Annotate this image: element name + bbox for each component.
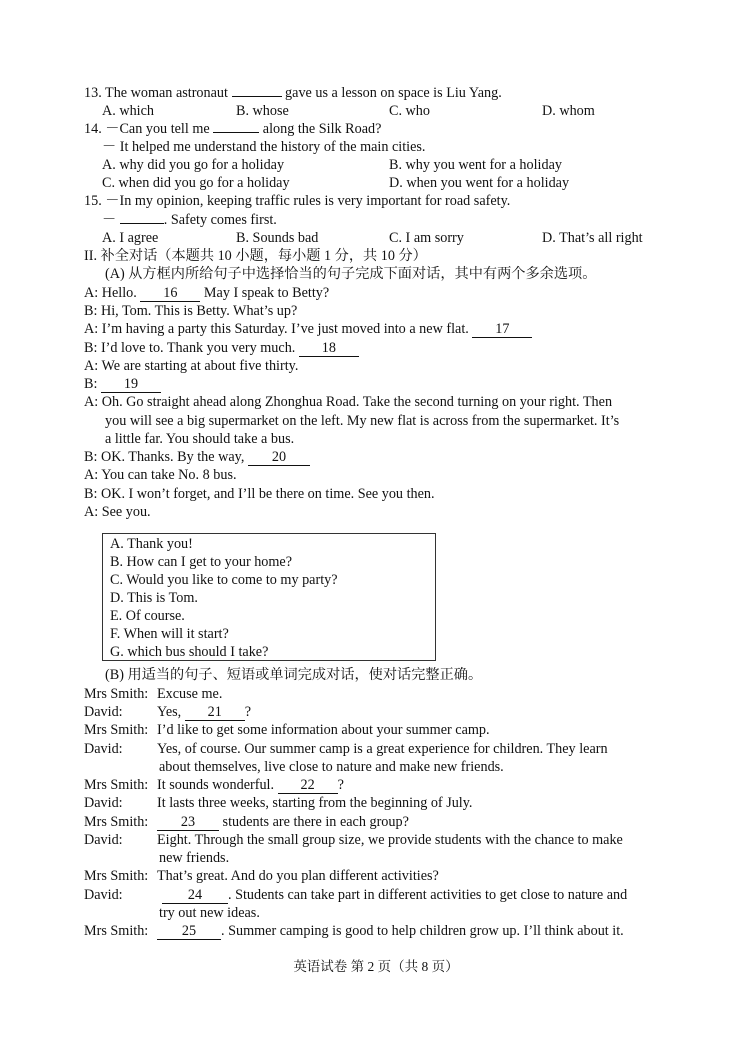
- answer-blank-23[interactable]: 23: [157, 815, 219, 831]
- dialog-b-line-3: [84, 721, 490, 739]
- answer-blank-20[interactable]: 20: [248, 450, 310, 466]
- dialog-b-line-5: [84, 776, 344, 794]
- part-a-instruction: (A) 从方框内所给句子中选择恰当的句子完成下面对话，其中有两个多余选项。: [105, 266, 597, 282]
- answer-blank-18[interactable]: 18: [299, 341, 359, 357]
- dialog-text: Excuse me.: [157, 686, 223, 702]
- q14-option-d: D. when you went for a holiday: [389, 175, 570, 191]
- dialog-a-long-line-3: a little far. You should take a bus.: [105, 431, 295, 447]
- part-b-instruction: (B) 用适当的句子、短语或单词完成对话，使对话完整正确。: [105, 667, 483, 683]
- q15-option-c: C. I am sorry: [389, 230, 464, 246]
- dialog-text: May I speak to Betty?: [203, 285, 330, 301]
- dialog-text: B:: [84, 376, 101, 392]
- q13-option-a: A. which: [102, 103, 155, 119]
- answer-blank-16[interactable]: 16: [140, 286, 200, 302]
- q15-option-a: A. I agree: [102, 230, 159, 246]
- speaker-label: David:: [84, 704, 123, 720]
- box-option-e: E. Of course.: [110, 608, 185, 624]
- speaker-label: Mrs Smith:: [84, 722, 149, 738]
- question-13-stem: [84, 84, 502, 102]
- q14-option-c: C. when did you go for a holiday: [102, 175, 290, 191]
- question-15-stem: 15. －In my opinion, keeping traffic rules is very important for road safety.: [84, 193, 511, 209]
- dialog-text: Yes, of course. Our summer camp is a great experience for children. They learn: [157, 741, 608, 757]
- dialog-b-line-8-cont: new friends.: [159, 850, 230, 866]
- dialog-a-line-7: [84, 448, 310, 466]
- answer-blank-14[interactable]: [213, 132, 259, 133]
- dialog-a-line-2: B: Hi, Tom. This is Betty. What’s up?: [84, 303, 298, 319]
- dialog-text: Yes,: [157, 704, 185, 720]
- question-14-reply: － It helped me understand the history of the main cities.: [102, 139, 426, 155]
- dialog-b-line-8: [84, 831, 623, 849]
- dialog-a-line-9: B: OK. I won’t forget, and I’ll be there on time. See you then.: [84, 486, 435, 502]
- dialog-text: It lasts three weeks, starting from the beginning of July.: [157, 795, 473, 811]
- dialog-b-line-6: [84, 794, 472, 812]
- options-box: [102, 533, 436, 661]
- dialog-b-line-4-cont: about themselves, live close to nature and make new friends.: [159, 759, 504, 775]
- dialog-a-long-line-1: A: Oh. Go straight ahead along Zhonghua Road. Take the second turning on your right. Then: [84, 394, 613, 410]
- dialog-text: ?: [244, 704, 252, 720]
- dialog-b-line-4: [84, 740, 608, 758]
- dialog-a-line-3: [84, 320, 532, 338]
- dialog-text: A: Hello.: [84, 285, 141, 301]
- dialog-text: It sounds wonderful.: [157, 777, 278, 793]
- dialog-a-line-4: [84, 339, 359, 357]
- dialog-b-line-2: [84, 703, 251, 721]
- q14-option-a: A. why did you go for a holiday: [102, 157, 285, 173]
- box-option-f: F. When will it start?: [110, 626, 229, 642]
- dialog-a-line-8: A: You can take No. 8 bus.: [84, 467, 237, 483]
- dialog-text: students are there in each group?: [219, 814, 409, 830]
- question-14-text-post: along the Silk Road?: [262, 121, 382, 137]
- question-15-reply-text: . Safety comes first.: [163, 212, 277, 228]
- answer-blank-17[interactable]: 17: [472, 322, 532, 338]
- dialog-text: . Students can take part in different activities to get close to nature and: [228, 887, 628, 903]
- dialog-text: I’d like to get some information about your summer camp.: [157, 722, 490, 738]
- speaker-label: Mrs Smith:: [84, 777, 149, 793]
- box-option-g: G. which bus should I take?: [110, 644, 269, 660]
- dialog-a-line-10: A: See you.: [84, 504, 151, 520]
- dialog-text: B: I’d love to. Thank you very much.: [84, 340, 299, 356]
- page-footer: 英语试卷 第 2 页（共 8 页）: [293, 959, 459, 974]
- q13-option-c: C. who: [389, 103, 430, 119]
- box-option-a: A. Thank you!: [110, 536, 193, 552]
- dialog-b-line-10-cont: try out new ideas.: [159, 905, 260, 921]
- answer-blank-25[interactable]: 25: [157, 924, 221, 940]
- dialog-text: ?: [337, 777, 344, 793]
- speaker-label: David:: [84, 741, 123, 757]
- speaker-label: David:: [84, 887, 123, 903]
- dialog-b-line-7: [84, 813, 409, 831]
- q13-option-d: D. whom: [542, 103, 595, 119]
- box-option-c: C. Would you like to come to my party?: [110, 572, 338, 588]
- dialog-b-line-9: [84, 867, 439, 885]
- speaker-label: Mrs Smith:: [84, 868, 149, 884]
- dialog-b-line-11: [84, 922, 624, 940]
- question-14-stem: [84, 120, 381, 138]
- q13-option-b: B. whose: [236, 103, 289, 119]
- dialog-text: . Summer camping is good to help children grow up. I’ll think about it.: [221, 923, 624, 939]
- question-13-text-post: gave us a lesson on space is Liu Yang.: [285, 85, 502, 101]
- answer-blank-22[interactable]: 22: [278, 778, 338, 794]
- speaker-label: David:: [84, 795, 123, 811]
- dialog-a-line-1: [84, 284, 329, 302]
- question-13-text-pre: 13. The woman astronaut: [84, 85, 228, 101]
- answer-blank-19[interactable]: 19: [101, 377, 161, 393]
- answer-blank-21[interactable]: 21: [185, 705, 245, 721]
- dialog-b-line-1: [84, 685, 222, 703]
- dialog-b-line-10: [84, 886, 627, 904]
- question-15-reply: [102, 211, 277, 229]
- dialog-text: A: I’m having a party this Saturday. I’ve just moved into a new flat.: [84, 321, 473, 337]
- speaker-label: Mrs Smith:: [84, 686, 149, 702]
- question-14-text-pre: 14. －Can you tell me: [84, 121, 210, 137]
- speaker-label: Mrs Smith:: [84, 923, 149, 939]
- answer-blank-15[interactable]: [120, 223, 164, 224]
- dialog-a-line-6: [84, 375, 161, 393]
- section-2-heading: II. 补全对话（本题共 10 小题，每小题 1 分，共 10 分）: [84, 248, 427, 264]
- q14-option-b: B. why you went for a holiday: [389, 157, 562, 173]
- dialog-text: B: OK. Thanks. By the way,: [84, 449, 248, 465]
- box-option-b: B. How can I get to your home?: [110, 554, 293, 570]
- answer-blank-13[interactable]: [232, 96, 282, 97]
- question-15-dash: －: [102, 212, 117, 228]
- speaker-label: Mrs Smith:: [84, 814, 149, 830]
- dialog-text: Eight. Through the small group size, we provide students with the chance to make: [157, 832, 623, 848]
- box-option-d: D. This is Tom.: [110, 590, 198, 606]
- answer-blank-24[interactable]: 24: [162, 888, 228, 904]
- speaker-label: David:: [84, 832, 123, 848]
- dialog-a-line-5: A: We are starting at about five thirty.: [84, 358, 299, 374]
- q15-option-d: D. That’s all right: [542, 230, 643, 246]
- dialog-a-long-line-2: you will see a big supermarket on the left. My new flat is across from the supermarket. It’s: [105, 413, 620, 429]
- q15-option-b: B. Sounds bad: [236, 230, 319, 246]
- dialog-text: That’s great. And do you plan different activities?: [157, 868, 439, 884]
